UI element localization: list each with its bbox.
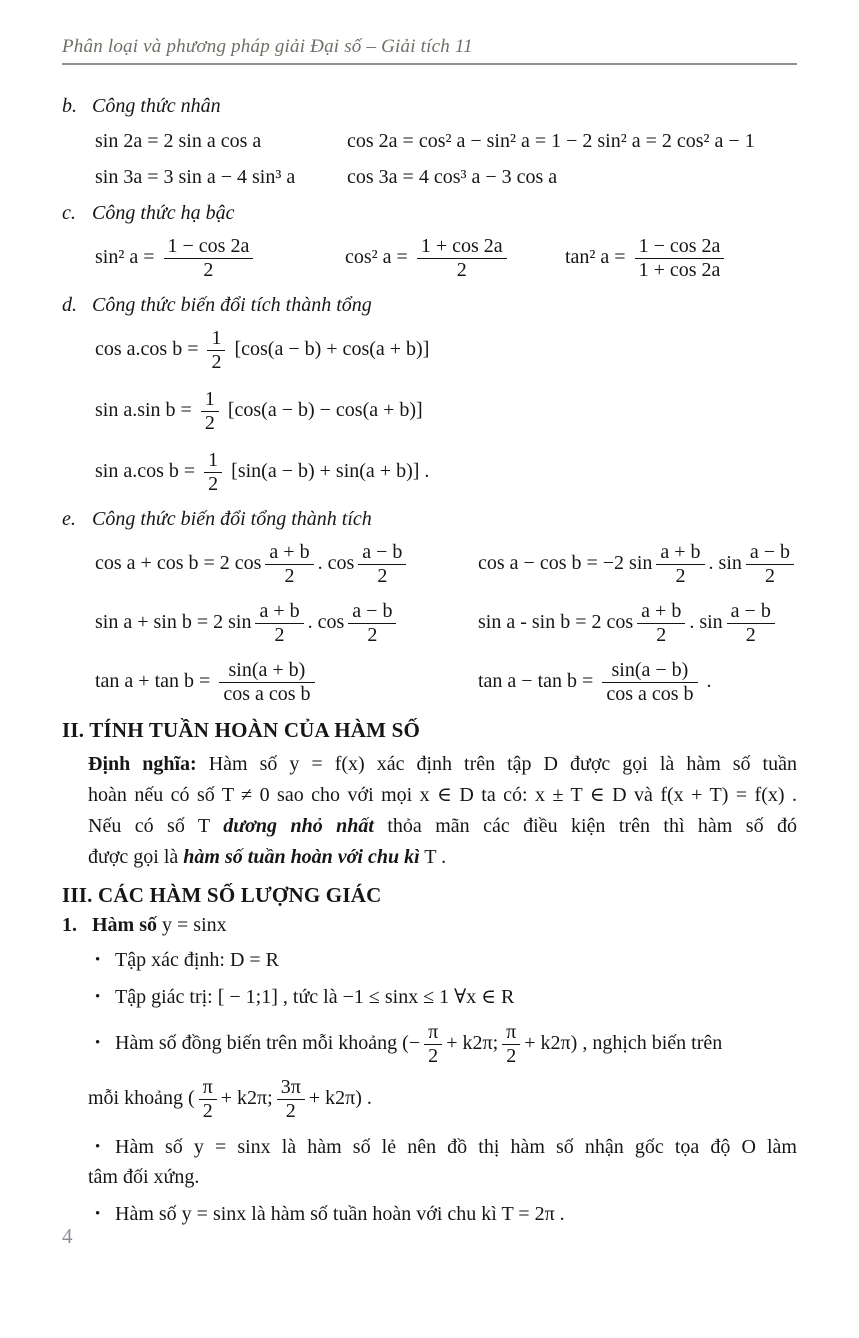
formula-lhs: cos a + cos b = 2 cos xyxy=(95,552,262,575)
bullet-icon: • xyxy=(95,1035,101,1052)
formula-lhs: sin a - sin b = 2 cos xyxy=(478,611,634,634)
bullet-text: Tập xác định: D = R xyxy=(115,949,280,971)
formula-mid: . sin xyxy=(708,552,742,575)
fraction xyxy=(219,659,314,706)
denominator: 2 xyxy=(675,565,686,587)
bullet-odd-continuation xyxy=(88,1162,797,1192)
formula-cos3a: cos 3a = 4 cos³ a − 3 cos a xyxy=(347,166,558,188)
numerator: a − b xyxy=(358,541,406,565)
formula-lhs: tan a + tan b = xyxy=(95,670,211,693)
denominator: 2 xyxy=(428,1045,439,1067)
item-formula: y = sinx xyxy=(157,914,227,936)
formula-lhs: cos a.cos b = xyxy=(95,338,199,361)
fraction xyxy=(417,235,507,282)
formula-lhs: sin a.cos b = xyxy=(95,460,196,483)
section-b-label: b. xyxy=(62,95,77,117)
bullet-text: + k2π) . xyxy=(308,1087,372,1110)
formula-sin3a: sin 3a = 3 sin a − 4 sin³ a xyxy=(95,166,296,188)
paragraph-line xyxy=(88,811,797,842)
section-d-title: Công thức biến đổi tích thành tổng xyxy=(92,294,372,316)
item-number: 1. xyxy=(62,914,77,936)
formula-mid: . cos xyxy=(317,552,355,575)
numerator: π xyxy=(502,1021,520,1045)
bullet-icon: • xyxy=(95,989,101,1005)
section-iii-heading: III. CÁC HÀM SỐ LƯỢNG GIÁC xyxy=(62,883,382,907)
denominator: 2 xyxy=(764,565,775,587)
formula-cos-minus-cos xyxy=(478,539,798,590)
fraction xyxy=(746,541,794,588)
fraction xyxy=(635,235,725,282)
denominator: 1 + cos 2a xyxy=(638,259,721,281)
numerator: a − b xyxy=(727,600,775,624)
fraction xyxy=(255,600,303,647)
denominator: 2 xyxy=(211,351,222,373)
page-number: 4 xyxy=(62,1224,73,1248)
numerator: a − b xyxy=(348,600,396,624)
denominator: 2 xyxy=(506,1045,517,1067)
formula-row xyxy=(95,598,797,649)
formula-rhs: [sin(a − b) + sin(a + b)] . xyxy=(231,460,430,483)
denominator: 2 xyxy=(284,565,295,587)
item-label: Hàm số xyxy=(92,914,157,936)
numerator: a − b xyxy=(746,541,794,565)
formula-tan-minus-tan xyxy=(478,657,712,708)
running-head-title: Phân loại và phương pháp giải Đại số – Giải tích 11 xyxy=(62,36,473,57)
formula-cos-squared xyxy=(345,233,565,284)
bullet-icon: • xyxy=(95,952,101,968)
formula-rhs: [cos(a − b) − cos(a + b)] xyxy=(227,399,423,422)
bullet-text: Hàm số y = sinx là hàm số tuần hoàn với chu kì T = 2π . xyxy=(115,1203,565,1225)
page-header xyxy=(62,36,797,65)
bullet-text: tâm đối xứng. xyxy=(88,1166,200,1188)
paragraph-line xyxy=(88,780,797,811)
formula-suffix: . xyxy=(706,670,712,693)
fraction xyxy=(201,388,219,435)
section-d-heading xyxy=(62,294,797,317)
denominator: 2 xyxy=(367,624,378,646)
fraction xyxy=(358,541,406,588)
section-e-title: Công thức biến đổi tổng thành tích xyxy=(92,508,372,530)
bullet-range xyxy=(95,982,797,1012)
fraction xyxy=(199,1076,217,1123)
numerator: sin(a + b) xyxy=(219,659,314,683)
fraction xyxy=(348,600,396,647)
formula-row xyxy=(95,386,797,437)
fraction xyxy=(204,449,222,496)
numerator: a + b xyxy=(656,541,704,565)
denominator: 2 xyxy=(745,624,756,646)
denominator: 2 xyxy=(656,624,667,646)
emphasis-text: dương nhỏ nhất xyxy=(223,815,374,837)
section-c-heading xyxy=(62,202,797,225)
fraction xyxy=(164,235,254,282)
formula-mid: . cos xyxy=(307,611,345,634)
paragraph-text: được gọi là xyxy=(88,846,184,868)
bullet-text: Hàm số đồng biến trên mỗi khoảng (− xyxy=(115,1032,421,1055)
formula-sin-plus-sin xyxy=(95,598,478,649)
formula-lhs: tan a − tan b = xyxy=(478,670,594,693)
fraction xyxy=(502,1021,520,1068)
fraction xyxy=(637,600,685,647)
formula-rhs: [cos(a − b) + cos(a + b)] xyxy=(234,338,430,361)
formula-lhs: tan² a = xyxy=(565,246,626,269)
denominator: 2 xyxy=(208,473,219,495)
denominator: 2 xyxy=(285,1100,296,1122)
paragraph-line xyxy=(88,749,797,780)
formula-row xyxy=(95,162,797,192)
formula-sinacosb xyxy=(95,447,429,498)
fraction xyxy=(656,541,704,588)
fraction xyxy=(727,600,775,647)
numerator: 1 − cos 2a xyxy=(164,235,254,259)
formula-cos-plus-cos xyxy=(95,539,478,590)
definition-paragraph xyxy=(88,749,797,873)
paragraph-text: Hàm số y = f(x) xác định trên tập D được gọi là hàm số tuần xyxy=(196,753,797,775)
formula-row xyxy=(95,447,797,498)
denominator: 2 xyxy=(202,1100,213,1122)
section-ii-heading: II. TÍNH TUẦN HOÀN CỦA HÀM SỐ xyxy=(62,718,420,742)
bullet-domain xyxy=(95,945,797,975)
formula-lhs: sin a.sin b = xyxy=(95,399,192,422)
formula-row xyxy=(95,233,797,284)
denominator: 2 xyxy=(456,259,467,281)
formula-lhs: cos a − cos b = −2 sin xyxy=(478,552,653,575)
paragraph-line xyxy=(88,842,797,873)
bullet-text: Hàm số y = sinx là hàm số lẻ nên đồ thị hàm số nhận gốc tọa độ O làm xyxy=(115,1136,797,1158)
formula-sinasinb xyxy=(95,386,423,437)
bullet-text: + k2π) , nghịch biến trên xyxy=(524,1032,723,1055)
paragraph-text: T . xyxy=(419,846,447,868)
bullet-text: + k2π; xyxy=(446,1032,499,1055)
bullet-odd-function xyxy=(95,1132,797,1162)
denominator: cos a cos b xyxy=(606,683,694,705)
bullet-monotonic-continuation xyxy=(88,1074,797,1125)
formula-tan-squared xyxy=(565,233,728,284)
numerator: 1 + cos 2a xyxy=(417,235,507,259)
numbered-item-1 xyxy=(62,914,797,937)
bullet-periodic xyxy=(95,1199,797,1229)
formula-mid: . sin xyxy=(689,611,723,634)
paragraph-text: thỏa mãn các điều kiện trên thì hàm số đó xyxy=(373,815,797,837)
formula-row xyxy=(95,657,797,708)
numerator: 1 − cos 2a xyxy=(635,235,725,259)
numerator: sin(a − b) xyxy=(602,659,697,683)
paragraph-text: hoàn nếu có số T ≠ 0 sao cho với mọi x ∈ D ta có: x ± T ∈ D và f(x + T) = f(x) . xyxy=(88,784,797,806)
emphasis-text: hàm số tuần hoàn với chu kì xyxy=(183,846,420,868)
section-c-label: c. xyxy=(62,202,76,224)
numerator: 1 xyxy=(207,327,225,351)
numerator: 3π xyxy=(277,1076,305,1100)
section-b-heading xyxy=(62,95,797,118)
denominator: 2 xyxy=(204,412,215,434)
denominator: 2 xyxy=(203,259,214,281)
bullet-icon: • xyxy=(95,1139,101,1155)
section-b-title: Công thức nhân xyxy=(92,95,221,117)
numerator: 1 xyxy=(201,388,219,412)
denominator: 2 xyxy=(274,624,285,646)
definition-label: Định nghĩa: xyxy=(88,753,197,775)
fraction xyxy=(265,541,313,588)
bullet-text: mỗi khoảng ( xyxy=(88,1087,195,1110)
formula-cos2a: cos 2a = cos² a − sin² a = 1 − 2 sin² a = 2 cos² a − 1 xyxy=(347,130,755,152)
denominator: cos a cos b xyxy=(223,683,311,705)
formula-sin2a: sin 2a = 2 sin a cos a xyxy=(95,130,262,152)
section-c-title: Công thức hạ bậc xyxy=(92,202,235,224)
numerator: a + b xyxy=(637,600,685,624)
formula-row xyxy=(95,325,797,376)
fraction xyxy=(207,327,225,374)
numerator: π xyxy=(199,1076,217,1100)
bullet-monotonic xyxy=(95,1019,797,1070)
numerator: a + b xyxy=(255,600,303,624)
numerator: 1 xyxy=(204,449,222,473)
bullet-text: + k2π; xyxy=(220,1087,273,1110)
fraction xyxy=(424,1021,442,1068)
fraction xyxy=(602,659,697,706)
section-d-label: d. xyxy=(62,294,77,316)
formula-sin-minus-sin xyxy=(478,598,779,649)
bullet-text: Tập giác trị: [ − 1;1] , tức là −1 ≤ sinx ≤ 1 ∀x ∈ R xyxy=(115,986,515,1008)
formula-lhs: cos² a = xyxy=(345,246,408,269)
formula-lhs: sin² a = xyxy=(95,246,155,269)
formula-row xyxy=(95,126,797,156)
formula-cosacosb xyxy=(95,325,429,376)
fraction xyxy=(277,1076,305,1123)
denominator: 2 xyxy=(377,565,388,587)
formula-lhs: sin a + sin b = 2 sin xyxy=(95,611,252,634)
section-e-heading xyxy=(62,508,797,531)
formula-row xyxy=(95,539,797,590)
numerator: a + b xyxy=(265,541,313,565)
bullet-icon: • xyxy=(95,1206,101,1222)
paragraph-text: Nếu có số T xyxy=(88,815,224,837)
numerator: π xyxy=(424,1021,442,1045)
formula-sin-squared xyxy=(95,233,345,284)
section-e-label: e. xyxy=(62,508,76,530)
formula-tan-plus-tan xyxy=(95,657,478,708)
